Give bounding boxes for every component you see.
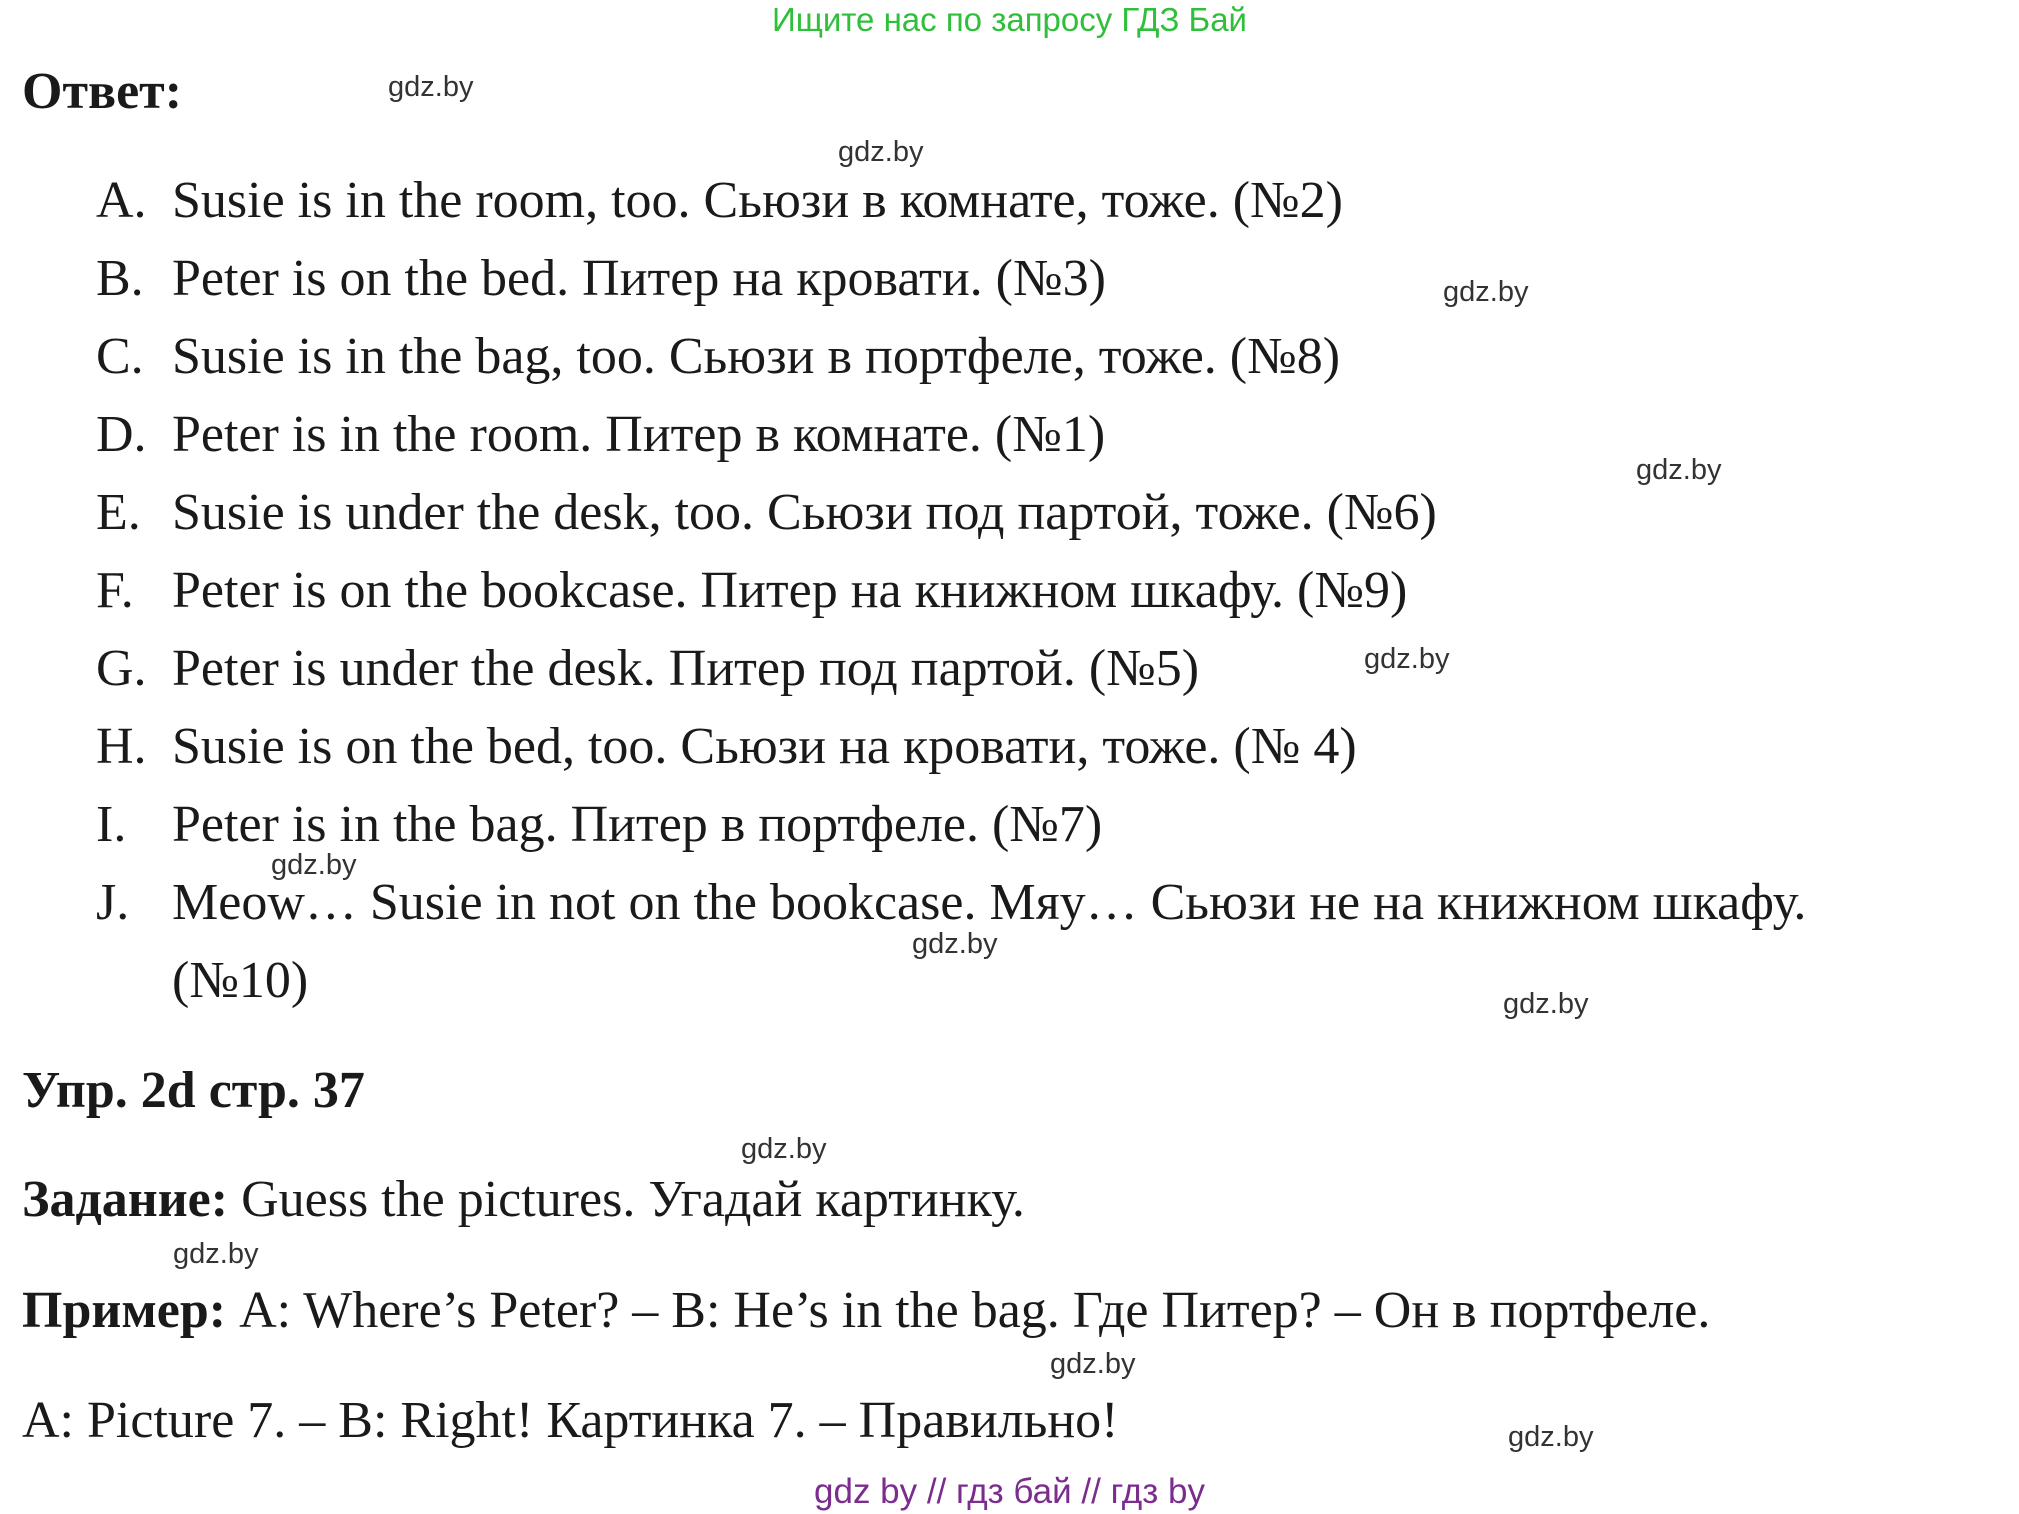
list-item: Peter is in the room. Питер в комнате. (№1): [172, 406, 1106, 463]
list-item-letter: A.: [96, 172, 147, 229]
list-item: Susie is in the room, too. Сьюзи в комнате, тоже. (№2): [172, 172, 1343, 229]
exercise-heading: Упр. 2d стр. 37: [22, 1062, 365, 1119]
list-item-letter: D.: [96, 406, 147, 463]
list-item: Peter is in the bag. Питер в портфеле. (№7): [172, 796, 1103, 853]
list-item: Meow… Susie in not on the bookcase. Мяу… Сьюзи не на книжном шкафу.: [172, 874, 1807, 931]
task-label: Задание:: [22, 1171, 229, 1228]
list-item-letter: C.: [96, 328, 144, 385]
watermark: gdz.by: [1503, 988, 1589, 1020]
dialogue-line: A: Picture 7. – B: Right! Картинка 7. – Правильно!: [22, 1392, 1119, 1449]
watermark: gdz.by: [1443, 276, 1529, 308]
list-item-continuation: (№10): [172, 952, 309, 1009]
task-paragraph: [22, 1170, 1025, 1230]
answer-heading: Ответ:: [22, 63, 183, 120]
list-item: Susie is on the bed, too. Сьюзи на кровати, тоже. (№ 4): [172, 718, 1357, 775]
list-item-letter: J.: [96, 874, 130, 931]
footer-links[interactable]: gdz by // гдз бай // гдз by: [814, 1472, 1205, 1511]
watermark: gdz.by: [388, 71, 474, 103]
site-banner[interactable]: Ищите нас по запросу ГДЗ Бай: [772, 1, 1247, 38]
watermark: gdz.by: [912, 928, 998, 960]
watermark: gdz.by: [1508, 1421, 1594, 1453]
list-item: Peter is on the bookcase. Питер на книжном шкафу. (№9): [172, 562, 1408, 619]
watermark: gdz.by: [838, 136, 924, 168]
watermark: gdz.by: [271, 849, 357, 881]
example-paragraph: [22, 1281, 1710, 1341]
list-item-letter: H.: [96, 718, 147, 775]
list-item: Peter is on the bed. Питер на кровати. (№3): [172, 250, 1106, 307]
task-text: Guess the pictures. Угадай картинку.: [228, 1171, 1025, 1228]
list-item-letter: G.: [96, 640, 147, 697]
list-item-letter: F.: [96, 562, 134, 619]
example-text: A: Where’s Peter? – B: He’s in the bag. Где Питер? – Он в портфеле.: [226, 1282, 1711, 1339]
watermark: gdz.by: [1050, 1348, 1136, 1380]
watermark: gdz.by: [1636, 454, 1722, 486]
watermark: gdz.by: [173, 1238, 259, 1270]
list-item-letter: B.: [96, 250, 144, 307]
list-item: Susie is in the bag, too. Сьюзи в портфеле, тоже. (№8): [172, 328, 1341, 385]
list-item-letter: I.: [96, 796, 127, 853]
list-item: Peter is under the desk. Питер под партой. (№5): [172, 640, 1200, 697]
watermark: gdz.by: [1364, 643, 1450, 675]
list-item: Susie is under the desk, too. Сьюзи под партой, тоже. (№6): [172, 484, 1437, 541]
watermark: gdz.by: [741, 1133, 827, 1165]
list-item-letter: E.: [96, 484, 141, 541]
example-label: Пример:: [22, 1282, 227, 1339]
